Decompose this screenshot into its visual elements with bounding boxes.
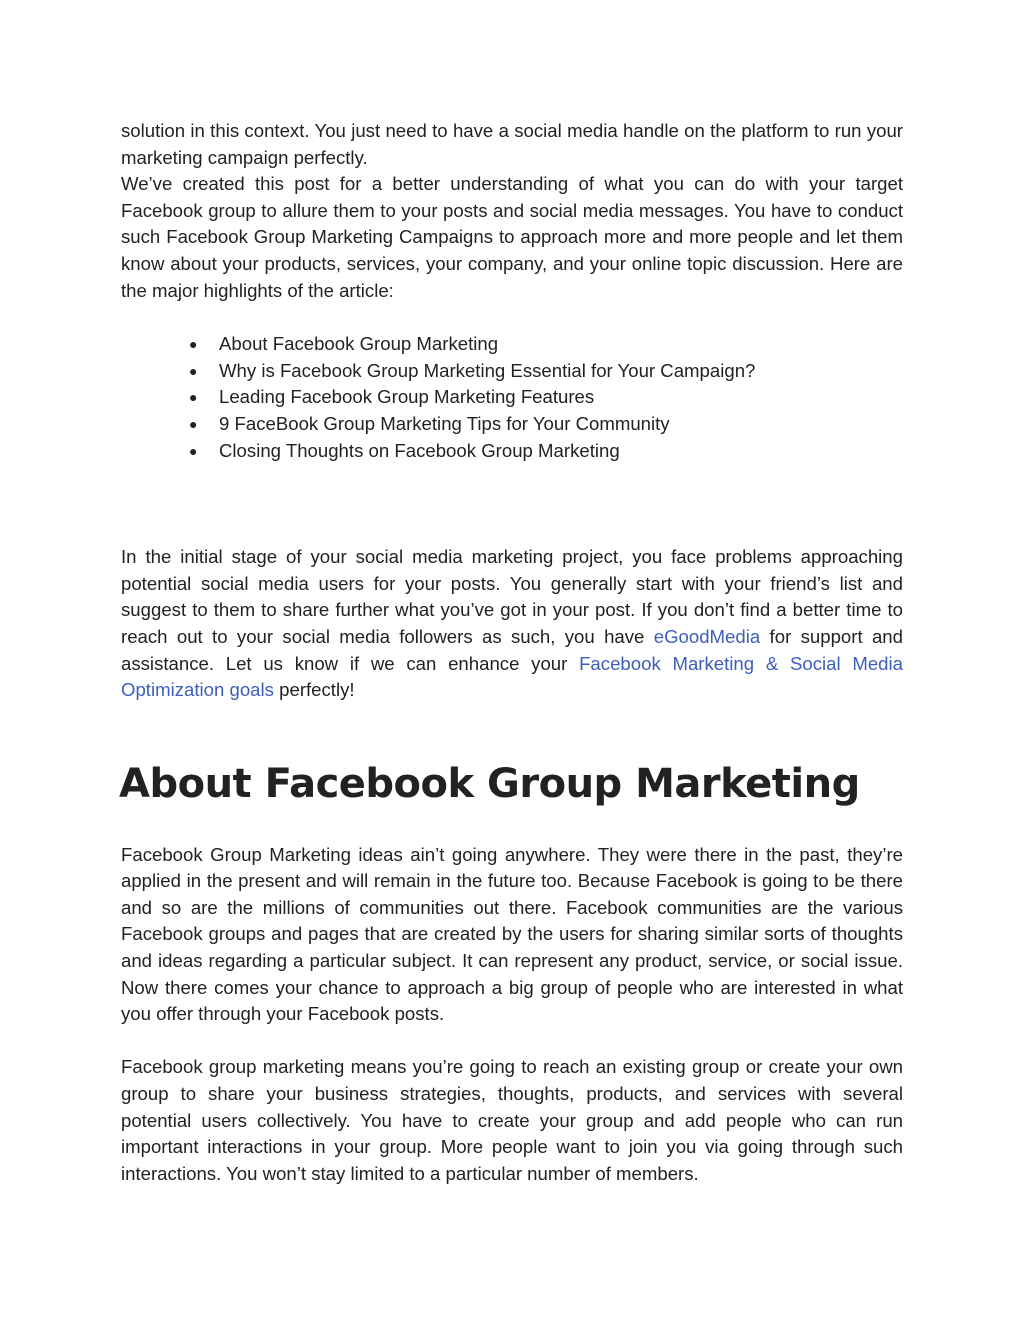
section-paragraph-2: Facebook group marketing means you’re going to reach an existing group or create your own group to share your business strategies, thoughts, products, and services with several potential users collectively. You have to create your group and add people who can run important interactions in your group. More people want to join you via going through such interactions. You won’t stay limited to a particular number of members. xyxy=(121,1056,903,1184)
egoodmedia-link[interactable]: eGoodMedia xyxy=(653,625,761,647)
bullet-icon: ● xyxy=(189,336,198,353)
spacer xyxy=(121,464,903,544)
list-item: ● Why is Facebook Group Marketing Essential for Your Campaign? xyxy=(219,358,903,385)
bullet-icon: ● xyxy=(189,389,198,406)
bullet-icon: ● xyxy=(189,442,198,459)
intro-paragraph-2: We’ve created this post for a better understanding of what you can do with your target Facebook group to allure them to your posts and social media messages. You have to conduct such Facebook Group Marketing Campaigns to approach more and more people and let them know about your products, services, your company, and your online topic discussion. Here are the major highlights of the article: xyxy=(121,173,903,301)
facebook-marketing-link[interactable]: Facebook Marketing & Social Media Optimization goals xyxy=(121,652,903,701)
document-page xyxy=(121,118,903,1187)
list-item: ● About Facebook Group Marketing xyxy=(219,331,903,358)
spacer xyxy=(121,1028,903,1055)
list-item: ● Closing Thoughts on Facebook Group Marketing xyxy=(219,438,903,465)
list-item: ● Leading Facebook Group Marketing Features xyxy=(219,384,903,411)
list-item: ● 9 FaceBook Group Marketing Tips for Your Community xyxy=(219,411,903,438)
stage-paragraph: In the initial stage of your social media marketing project, you face problems approaching potential social media users for your posts. You generally start with your friend’s list and suggest to them to share further what you’ve got in your post. If you don’t find a better time to reach out to your social media followers as such, you have eGoodMedia for support and assistance. Let us know if we can enhance your Facebook Marketing & Social Media Optimization goals perfectly! xyxy=(121,546,903,701)
bullet-icon: ● xyxy=(189,362,198,379)
section-paragraph-1: Facebook Group Marketing ideas ain’t going anywhere. They were there in the past, they’re applied in the present and will remain in the future too. Because Facebook is going to be there and so are the millions of communities out there. Facebook communities are the various Facebook groups and pages that are created by the users for sharing similar sorts of thoughts and ideas regarding a particular subject. It can represent any product, service, or social issue. Now there comes your chance to approach a big group of people who are interested in what you offer through your Facebook posts. xyxy=(121,843,903,1025)
bullet-icon: ● xyxy=(189,415,198,432)
intro-paragraph-1: solution in this context. You just need to have a social media handle on the platform to run your marketing campaign perfectly. xyxy=(121,120,903,168)
highlights-list xyxy=(121,331,903,464)
section-heading: About Facebook Group Marketing xyxy=(119,760,860,807)
